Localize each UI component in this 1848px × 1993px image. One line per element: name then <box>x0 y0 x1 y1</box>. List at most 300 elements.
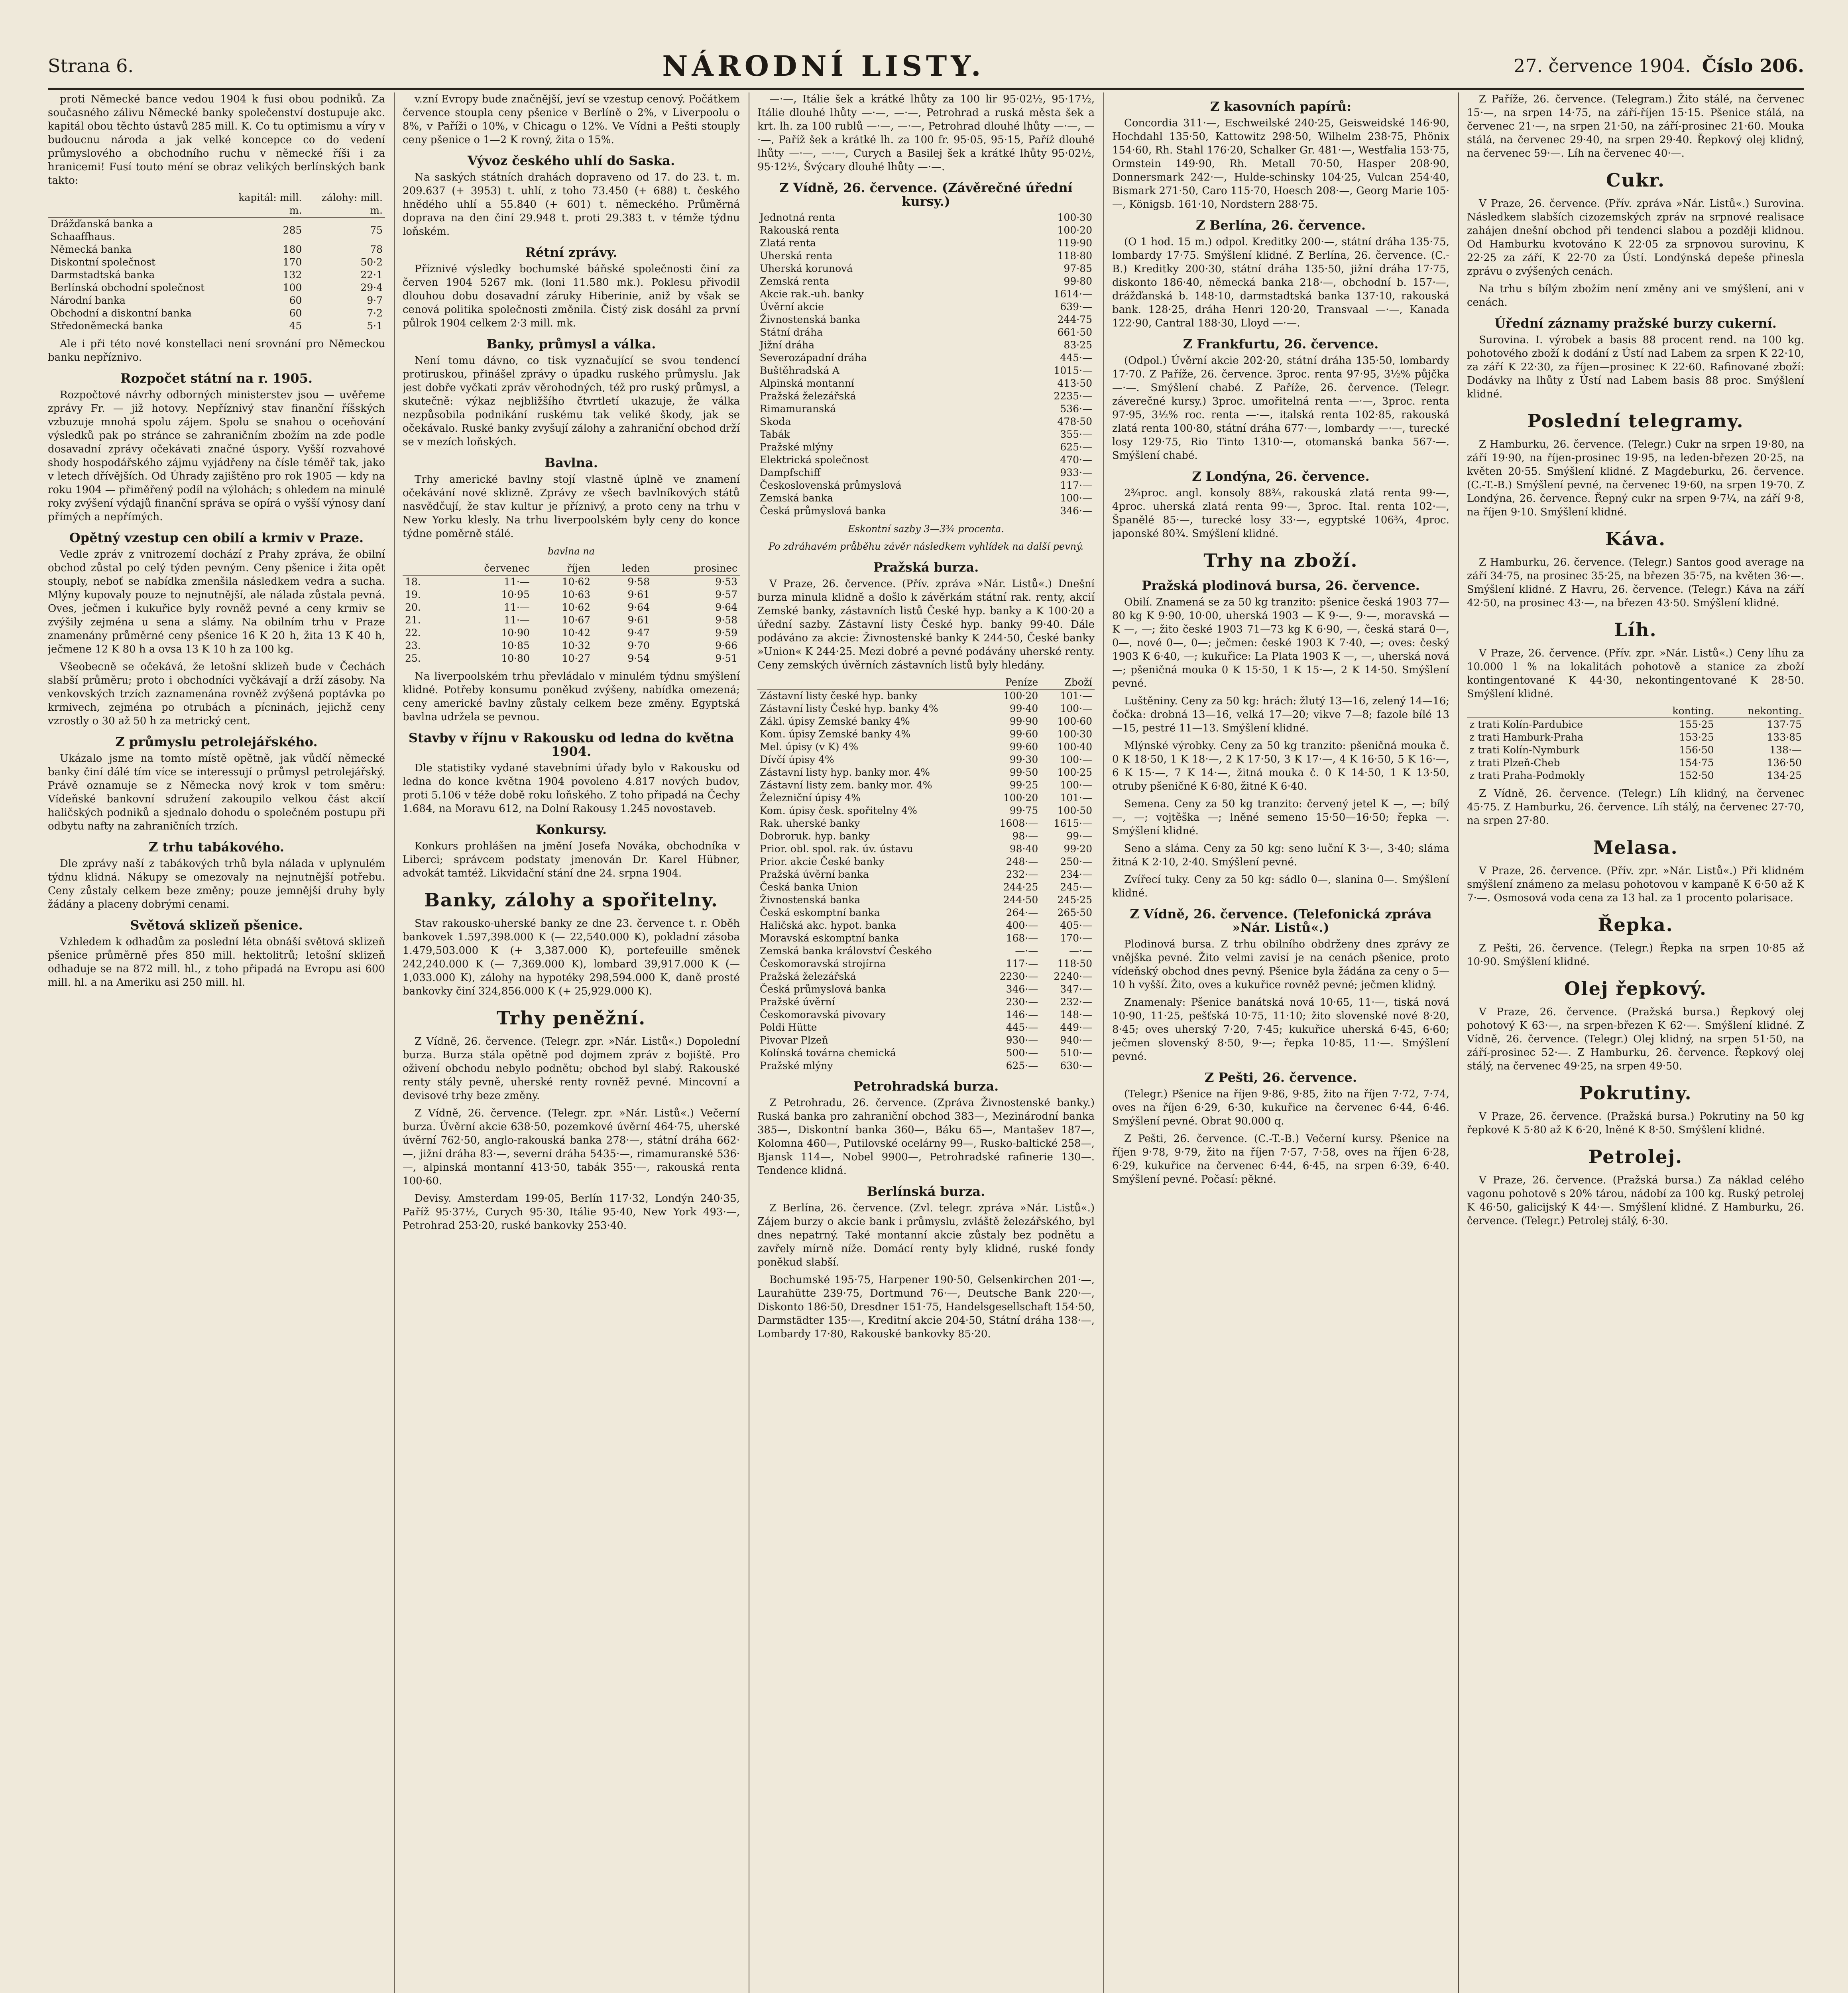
table-cell: 25. <box>405 653 421 664</box>
paragraph: Z Pešti, 26. července. (C.-T.-B.) Večerní kursy. Pšenice na říjen 9·78, 9·79, žito na říjen 7·57, 7·58, oves na říjen 6·28, 6·29, kukuřice na červenec 6·44, 6·45, na srpen 6·39, 6·40. Smýšlení pevné. Počasí: pěkné. <box>1112 1133 1449 1185</box>
table-row <box>757 428 1095 441</box>
table-row <box>757 301 1095 313</box>
paragraph: Dle zprávy naší z tabákových trhů byla nálada v uplynulém týdnu klidná. Nákupy se omezovaly na nejnutnější potřebu. Ceny zůstaly celkem beze změny; pouze jemnější druhy byly žádány a placeny dobrými cenami. <box>48 858 385 910</box>
table-cell: 1608·— <box>999 818 1038 829</box>
table-cell: 9·57 <box>715 589 737 600</box>
table-cell: 449·— <box>1060 1022 1092 1033</box>
table-cell: 625·— <box>1006 1060 1038 1071</box>
table-cell: 232·— <box>1060 996 1092 1008</box>
table-cell: 136·50 <box>1767 757 1802 769</box>
table-cell: 2235·— <box>1054 390 1092 402</box>
table-cell: 346·— <box>1006 983 1038 995</box>
table-cell: 9·51 <box>715 653 737 664</box>
table-row <box>757 715 1095 728</box>
table-header: kapitál: mill. m. <box>221 191 304 217</box>
table-cell: 99·90 <box>1009 715 1038 727</box>
table-cell: 510·— <box>1060 1047 1092 1059</box>
table-cell: 117·— <box>1006 958 1038 969</box>
table-cell: 10·80 <box>501 653 530 664</box>
table-header: leden <box>593 562 652 575</box>
table-cell: 445·— <box>1060 352 1092 364</box>
table-row <box>48 269 385 281</box>
table-cell: 97·85 <box>1064 263 1092 274</box>
table-cell: 99·— <box>1066 830 1092 842</box>
table-cell: 9·47 <box>627 627 650 639</box>
article-heading: Pražská plodinová bursa, 26. července. <box>1142 578 1420 593</box>
table-cell: 661·50 <box>1057 326 1092 338</box>
table-cell: 99·25 <box>1009 779 1038 791</box>
table-cell: Dívčí úpisy 4% <box>760 754 834 765</box>
column-4 <box>1112 92 1449 1993</box>
article-heading: Vývoz českého uhlí do Saska. <box>467 153 675 168</box>
issue-info <box>1514 55 1804 77</box>
table-row <box>757 377 1095 390</box>
section-title: Olej řepkový. <box>1564 978 1707 999</box>
section-title: Trhy na zboží. <box>1203 550 1358 571</box>
table-row <box>403 588 740 601</box>
table-row <box>757 728 1095 741</box>
table-cell: Zástavní listy zem. banky mor. 4% <box>760 779 932 791</box>
table-cell: 9·61 <box>627 614 650 626</box>
table-cell: Pražská železářská <box>760 971 856 982</box>
table-cell: 98·40 <box>1009 843 1038 855</box>
paragraph: V Praze, 26. července. (Pražská bursa.) Pokrutiny na 50 kg řepkové K 5·80 až K 6·20, lněné K 8·50. Smýšlení klidné. <box>1467 1110 1804 1136</box>
table-cell: 100·— <box>1060 779 1092 791</box>
table-row <box>757 505 1095 517</box>
table-cell: 29·4 <box>360 282 383 293</box>
table-cell: Německá banka <box>50 244 132 255</box>
table-cell: Prior. akcie České banky <box>760 856 885 867</box>
table-row <box>1467 744 1804 757</box>
table-cell: 10·95 <box>501 589 530 600</box>
table-row <box>48 307 385 320</box>
table-row <box>757 881 1095 894</box>
table-cell: z trati Kolín-Nymburk <box>1469 744 1580 756</box>
table-cell: 83·25 <box>1064 339 1092 351</box>
table-cell: 244·25 <box>1003 881 1038 893</box>
table-cell: 170·— <box>1060 932 1092 944</box>
table-cell: z trati Hamburk-Praha <box>1469 731 1584 743</box>
paragraph: Z Paříže, 26. července. (Telegram.) Žito stálé, na červenec 15·—, na srpen 14·75, na září-říjen 15·15. Pšenice stálá, na červenec 21·—, na srpen 21·50, na září-prosinec 21·60. Mouka stálá, na červenec 29·40, na srpen 29·40. Řepkový olej klidný, na červenec 59·—. Líh na červenec 40·—. <box>1467 93 1804 159</box>
table-cell: 9·64 <box>627 601 650 613</box>
paragraph: Z Vídně, 26. července. (Telegr. zpr. »Nár. Listů«.) Večerní burza. Úvěrní akcie 638·50, pozemkové úvěrní 464·75, uherské úvěrní 762·50, anglo-rakouská banka 278·—, státní dráha 662·—, jižní dráha 83·—, severní dráha 5435·—, rimamuranské 536·—, alpinská montanní 413·50, tabák 355·—, rakouská renta 100·60. <box>403 1107 740 1187</box>
issue-date: 27. července 1904. <box>1513 55 1691 77</box>
table-cell: Železniční úpisy 4% <box>760 792 861 804</box>
paragraph: v.zní Evropy bude značnější, jeví se vzestup cenový. Počátkem července stoupla ceny pšenice v Berlíně o 2%, v Liverpoolu o 8%, v Paříži o 10%, v Chicagu o 12%. Ve Vídni a Pešti stouply ceny pšenice o 1—2 K rovný, žita o 15%. <box>403 93 740 146</box>
section-title: Banky, zálohy a spořitelny. <box>424 889 718 911</box>
paragraph: Znamenaly: Pšenice banátská nová 10·65, 11·—, tiská nová 10·90, 11·25, pešťská 10·75, 11·10; žito slovenské nové 8·20, 8·45; oves uherský 7·20, 7·45; kukuřice uherská 6·45, 6·60; ječmen slovenský 8·50, 9·—; řepka 10·85, 11·—. Smýšlení pevné. <box>1112 996 1449 1063</box>
article-heading: Z Londýna, 26. července. <box>1192 469 1370 484</box>
table-cell: Zemská banka království Českého <box>760 945 932 957</box>
table-cell: 100 <box>283 282 302 293</box>
table-cell: Haličská akc. hypot. banka <box>760 920 896 931</box>
table-header-row <box>48 191 385 217</box>
table-cell: Uherská renta <box>760 250 833 261</box>
table-cell: Česká eskomptní banka <box>760 907 880 918</box>
paragraph: V Praze, 26. července. (Přív. zpr. »Nár. Listů«.) Při klidném smýšlení známeno za melasu pohotovou v kampaně K 6·50 až K 7·—. Osmosová voda cena za 13 hal. za 1 procento polarisace. <box>1467 865 1804 904</box>
table-row <box>403 575 740 588</box>
article-heading: Opětný vzestup cen obilí a krmiv v Praze. <box>69 530 364 545</box>
table-row <box>757 364 1095 377</box>
table-cell: 99·60 <box>1009 741 1038 753</box>
table-cell: 2230·— <box>999 971 1038 982</box>
table-row <box>757 753 1095 766</box>
table-row <box>757 766 1095 779</box>
table-cell: 100·20 <box>1057 224 1092 236</box>
table-cell: Akcie rak.-uh. banky <box>760 288 864 300</box>
paragraph: Z Pešti, 26. července. (Telegr.) Řepka na srpen 10·85 až 10·90. Smýšlení klidné. <box>1467 942 1804 968</box>
table-header: zálohy: mill. m. <box>304 191 385 217</box>
article-heading: Z Vídně, 26. července. (Závěrečné úřední kursy.) <box>779 180 1073 209</box>
table-cell: 99·60 <box>1009 728 1038 740</box>
table-row <box>757 906 1095 919</box>
article-heading: Z kasovních papírů: <box>1210 99 1352 114</box>
table-cell: 137·75 <box>1767 719 1802 730</box>
table-cell: Jižní dráha <box>760 339 815 351</box>
table-row <box>757 983 1095 996</box>
paragraph: Na trhu s bílým zbožím není změny ani ve smýšlení, ani v cenách. <box>1467 283 1804 309</box>
paragraph: Na liverpoolském trhu převládalo v minulém týdnu smýšlení klidné. Potřeby konsumu poněkud zvýšeny, nabídka omezená; ceny americké bavlny zůstaly celkem beze změny. Egyptská bavlna udržela se pevnou. <box>403 670 740 723</box>
paragraph: Stav rakousko-uherské banky ze dne 23. července t. r. Oběh bankovek 1.597,398.000 K (— 22,540.000 K), pokladní zásoba 1.479,503.000 K (+ 3,387.000 K), portefeuille směnek 242,240.000 K (— 7,369.000 K), lombard 39,917.000 K (— 1,033.000 K), zálohy na hypotéky 298,594.000 K, daně prosté bankovky činí 324,856.000 K (+ 25,929.000 K). <box>403 918 740 997</box>
table-row <box>757 945 1095 957</box>
table-body <box>1467 718 1804 782</box>
table-cell: Živnostenská banka <box>760 314 861 325</box>
section-title: Petrolej. <box>1588 1146 1683 1167</box>
table-cell: Pražské úvěrní <box>760 996 835 1008</box>
table-cell: 355·— <box>1060 428 1092 440</box>
issue-number: Číslo 206. <box>1702 55 1804 77</box>
table-cell: Živnostenská banka <box>760 894 861 906</box>
table-cell: 10·67 <box>562 614 591 626</box>
table-row <box>48 294 385 307</box>
table-cell: 19. <box>405 589 421 600</box>
table-row <box>757 1047 1095 1059</box>
table-cell: 10·42 <box>562 627 591 639</box>
table-cell: 133·85 <box>1767 731 1802 743</box>
note: Po zdráhavém průběhu závěr následkem vyhlídek na další pevný. <box>768 541 1084 552</box>
table-cell: 2240·— <box>1054 971 1092 982</box>
table-row <box>757 894 1095 906</box>
table-cell: 60 <box>289 295 302 306</box>
paragraph: (Telegr.) Pšenice na říjen 9·86, 9·85, žito na říjen 7·72, 7·74, oves na říjen 6·29, 6·30, kukuřice na červenec 6·44, 6·46. Smýšlení pevné. Obrat 90.000 q. <box>1112 1088 1449 1127</box>
paragraph: (Odpol.) Úvěrní akcie 202·20, státní dráha 135·50, lombardy 17·70. Z Paříže, 26. července. 3proc. renta 97·95, 3½% půjčka —·—. Smýšlení chabé. Z Paříže, 26. července. (Telegr. záverečné kursy.) 3proc. umořitelná renta —·—, 3proc. renta 97·95, 3½% roc. renta —·—, italská renta 102·85, rakouská zlatá renta 100·80, státní dráha 677·—, lombardy —·—, turecké losy 129·75, Rio Tinto 1310·—, otomanská banka 567·—. Smýšlení chabé. <box>1112 355 1449 462</box>
table-row <box>757 262 1095 275</box>
table-cell: 9·64 <box>715 601 737 613</box>
table-header: říjen <box>532 562 593 575</box>
table-row <box>757 403 1095 415</box>
table-cell: Zemská renta <box>760 275 830 287</box>
table-cell: 9·59 <box>715 627 737 639</box>
paragraph: Dle statistiky vydané stavebními úřady bylo v Rakousku od ledna do konce května 1904 povoleno 4.817 nových budov, proti 5.106 v téže době roku loňského. Z toho připadá na Čechy 1.684, na Moravu 612, na Dolní Rakousy 1.245 novostaveb. <box>403 762 740 815</box>
paragraph: Ale i při této nové konstellaci není srovnání pro Německou banku nepříznivo. <box>48 338 385 364</box>
table-cell: 23. <box>405 640 421 651</box>
table-cell: 285 <box>283 224 302 236</box>
table-cell: Zemská banka <box>760 492 833 504</box>
table-row <box>757 288 1095 301</box>
table-cell: 264·— <box>1006 907 1038 918</box>
paragraph: Z Hamburku, 26. července. (Telegr.) Santos good average na září 34·75, na prosinec 35·25, na březen 35·75, na květen 36·—. Smýšlení klidné. Z Havru, 26. července. (Telegr.) Káva na září 42·50, na prosinec 43·—, na březen 43·50. Smýšlení klidné. <box>1467 556 1804 609</box>
table-cell: Česká průmyslová banka <box>760 505 886 517</box>
note: Eskontní sazby 3—3¾ procenta. <box>848 523 1004 535</box>
article-heading: Z průmyslu petrolejářského. <box>115 734 318 749</box>
page-number: Strana 6. <box>48 55 134 77</box>
table-row <box>757 211 1095 224</box>
table-row <box>757 919 1095 932</box>
paragraph: Konkurs prohlášen na jmění Josefa Nováka, obchodníka v Liberci; správcem podstaty jmenován Dr. Karel Hübner, advokát tamtéž. Likvidační stání dne 24. srpna 1904. <box>403 840 740 879</box>
paragraph: Z Vídně, 26. července. (Telegr.) Líh klidný, na červenec 45·75. Z Hamburku, 26. července. Líh stálý, na červenec 27·70, na srpen 27·80. <box>1467 788 1804 827</box>
table-cell: 470·— <box>1060 454 1092 466</box>
table-row <box>403 627 740 639</box>
article-heading: Z Berlína, 26. července. <box>1195 218 1366 233</box>
table-cell: 153·25 <box>1679 731 1714 743</box>
column-5 <box>1467 92 1804 1993</box>
table-cell: Mel. úpisy (v K) 4% <box>760 741 859 753</box>
table-cell: Zástavní listy české hyp. banky <box>760 690 918 702</box>
table-row <box>757 817 1095 830</box>
table-row <box>48 217 385 243</box>
table-cell: 940·— <box>1060 1034 1092 1046</box>
article-heading: Rozpočet státní na r. 1905. <box>120 371 313 386</box>
table-cell: 132 <box>283 269 302 281</box>
paragraph: Z Vídně, 26. července. (Telegr. zpr. »Nár. Listů«.) Dopolední burza. Burza stála opětně pod dojmem zpráv z bojiště. Pro oživení obchodu nebylo podnětu; obchod byl slabý. Rakouské renty stály pevně, uherské renty rovněž pevné. Mincovní a devisové trhy beze změny. <box>403 1036 740 1102</box>
paragraph: (O 1 hod. 15 m.) odpol. Kreditky 200·—, státní dráha 135·75, lombardy 17·75. Smýšlení klidné. Z Berlína, 26. července. (C.-B.) Kreditky 200·30, státní dráha 135·50, jižní dráha 17·75, diskonto 186·40, německá banka 218·—, obchodní b. 157·—, drážďanská b. 148·10, darmstadtská banka 137·10, rakouská bank. 128·25, dráha Henri 120·20, Transvaal —·—, Kanada 122·90, Cantral 188·30, Lloyd —·—. <box>1112 236 1449 329</box>
column-divider <box>1458 92 1459 1993</box>
table-cell: Pivovar Plzeň <box>760 1034 828 1046</box>
table-cell: 11·— <box>504 614 530 626</box>
table-header: prosinec <box>652 562 740 575</box>
table-cell: Kom. úpisy Zemské banky 4% <box>760 728 911 740</box>
paragraph: Na saských státních drahách dopraveno od 17. do 23. t. m. 209.637 (+ 3953) t. uhlí, z toho 73.450 (+ 688) t. českého hnědého uhlí a 55.840 (+ 601) t. německého. Průměrná doprava na den činí 29.948 t. proti 29.383 t. v témže týdnu loňském. <box>403 171 740 238</box>
table-cell: Severozápadní dráha <box>760 352 867 364</box>
section-title: Pokrutiny. <box>1579 1082 1692 1104</box>
table-cell: Československá průmyslová <box>760 480 902 491</box>
table-cell: Českomoravská pivovary <box>760 1009 886 1020</box>
table-cell: 500·— <box>1006 1047 1038 1059</box>
column-divider <box>1103 92 1104 1993</box>
table-cell: 100·— <box>1060 492 1092 504</box>
table-cell: 11·— <box>504 576 530 588</box>
table-row <box>757 996 1095 1008</box>
prague-exchange-table <box>757 676 1095 1072</box>
paragraph: Není tomu dávno, co tisk vyznačující se svou tendencí protiruskou, přinášel zprávy o úpadku ruského průmyslu. Jak jest dobře vyčkati zpráv věrohodných, též pro ruský průmysl, a skutečně: výkaz nejbližšího čtvrtletí ukazuje, že válka nezpůsobila podnikání ruskému tak veliké škody, jak se očekávalo. Ruské banky zvyšují zálohy a zahraniční obchod drží se v mezích loňských. <box>403 355 740 448</box>
table-cell: 245·25 <box>1057 894 1092 906</box>
table-cell: Tabák <box>760 428 790 440</box>
table-cell: 630·— <box>1060 1060 1092 1071</box>
table-row <box>757 479 1095 492</box>
table-cell: Pražské mlýny <box>760 441 833 453</box>
paragraph: Vzhledem k odhadům za poslední léta obnáší světová sklizeň pšenice průměrně přes 850 mill. hektolitrů; letošní sklizeň odhaduje se na 872 mill. hl., z toho připadá na Evropu asi 600 mill. hl. a na Ameriku asi 250 mill. hl. <box>48 936 385 989</box>
section-title: Líh. <box>1614 619 1657 641</box>
vienna-rates-table <box>757 211 1095 517</box>
table-header: konting. <box>1647 705 1716 718</box>
table-cell: 9·66 <box>715 640 737 651</box>
table-cell: 99·40 <box>1009 703 1038 714</box>
table-header-row <box>757 676 1095 689</box>
table-row <box>757 326 1095 339</box>
table-cell: 405·— <box>1060 920 1092 931</box>
table-cell: 933·— <box>1060 467 1092 478</box>
table-cell: Skoda <box>760 416 791 427</box>
table-cell: Zákl. úpisy Zemské banky 4% <box>760 715 910 727</box>
table-cell: 18. <box>405 576 421 588</box>
table-cell: Česká průmyslová banka <box>760 983 886 995</box>
table-row <box>757 339 1095 352</box>
table-cell: Drážďanská banka a Schaaffhaus. <box>50 218 153 242</box>
table-cell: 10·85 <box>501 640 530 651</box>
table-cell: Státní dráha <box>760 326 823 338</box>
column-2 <box>403 92 740 1993</box>
paragraph: Semena. Ceny za 50 kg tranzito: červený jetel K —, —; bílý —, —; vojtěška —; lněné semeno 15·50—16·50; řepka —. Smýšlení klidné. <box>1112 798 1449 837</box>
table-cell: Českomoravská strojírna <box>760 958 886 969</box>
table-row <box>1467 731 1804 744</box>
table-header <box>403 562 440 575</box>
table-cell: 148·— <box>1060 1009 1092 1020</box>
table-cell: 9·61 <box>627 589 650 600</box>
table-cell: Darmstadtská banka <box>50 269 155 281</box>
article-heading: Rétní zprávy. <box>525 245 617 260</box>
table-cell: 10·62 <box>562 601 591 613</box>
table-cell: Diskontní společnost <box>50 256 155 268</box>
table-row <box>757 1034 1095 1047</box>
article-heading: Berlínská burza. <box>867 1184 985 1199</box>
table-cell: 234·— <box>1060 869 1092 880</box>
table-cell: 118·50 <box>1057 958 1092 969</box>
table-row <box>757 741 1095 753</box>
paragraph: Zvířecí tuky. Ceny za 50 kg: sádlo 0—, slanina 0—. Smýšlení klidné. <box>1112 874 1449 899</box>
table-row <box>757 689 1095 702</box>
table-cell: Rimamuranská <box>760 403 836 415</box>
table-cell: 100·— <box>1060 754 1092 765</box>
table-header: nekonting. <box>1716 705 1804 718</box>
table-cell: 134·25 <box>1767 770 1802 781</box>
table-cell: 445·— <box>1006 1022 1038 1033</box>
paragraph: V Praze, 26. července. (Přív. zpráva »Nár. Listů«.) Dnešní burza minula klidně a došlo k závěrkám státní rak. renty, akcií Zemské banky, zástavních listů České hyp. banky a K 100·20 a úřední sazby. Zástavní listy České hyp. banky 99·40. Dále podáváno za akcie: Živnostenské banky K 244·50, České banky »Union« K 244·25. Mezi dobré a pevné podávány uherské renty. Ceny zemských úvěrních zástavních listů byly hledány. <box>757 578 1095 671</box>
table-cell: 10·27 <box>562 653 591 664</box>
table-row <box>757 830 1095 843</box>
table-row <box>757 492 1095 505</box>
paragraph: Mlýnské výrobky. Ceny za 50 kg tranzito: pšeničná mouka č. 0 K 18·50, 1 K 18·—, 2 K 17·50, 3 K 17·—, 4 K 16·50, 5 K 16·—, 6 K 15·—, 7 K 14·—, žitná mouka č. 0 K 14·50, 1 K 13·50, otruby pšeničné K 6·80, žitné K 6·40. <box>1112 740 1449 792</box>
table-cell: Alpinská montanní <box>760 377 854 389</box>
table-cell: 60 <box>289 307 302 319</box>
table-cell: 21. <box>405 614 421 626</box>
table-cell: Berlínská obchodní společnost <box>50 282 204 293</box>
table-row <box>757 702 1095 715</box>
table-row <box>757 250 1095 262</box>
table-cell: 138·— <box>1769 744 1802 756</box>
table-cell: 98·— <box>1012 830 1038 842</box>
table-cell: 119·90 <box>1057 237 1092 249</box>
table-header: Zboží <box>1040 676 1095 689</box>
table-cell: 1614·— <box>1054 288 1092 300</box>
paragraph: Z Petrohradu, 26. července. (Zpráva Živnostenské banky.) Ruská banka pro zahraniční obchod 383—, Mezinárodní banka 385—, Diskontní banka 360—, Báku 65—, Mantašev 187—, Kolomna 460—, Putilovské ocelárny 99—, Rusko-baltické 258—, Bjansk 114—, Nobel 9900—, Petrohradské rafinerie 130—. Tendence klidná. <box>757 1097 1095 1177</box>
table-cell: Zlatá renta <box>760 237 816 249</box>
table-caption: bavlna na <box>547 546 595 557</box>
table-cell: 22. <box>405 627 421 639</box>
table-cell: 99·80 <box>1064 275 1092 287</box>
article-heading: Z Pešti, 26. července. <box>1204 1070 1357 1085</box>
article-heading: Z trhu tabákového. <box>148 839 285 855</box>
table-cell: 245·— <box>1060 881 1092 893</box>
table-row <box>757 275 1095 288</box>
table-cell: 146·— <box>1006 1009 1038 1020</box>
table-row <box>403 614 740 627</box>
paragraph: Z Berlína, 26. července. (Zvl. telegr. zpráva »Nár. Listů«.) Zájem burzy o akcie bank i průmyslu, zvláště železářského, byl dnes nepatrný. Také montanní akcie zůstaly bez podnětu a zavřely mírně níže. Domácí renty byly klidné, ruské fondy poněkud slabší. <box>757 1202 1095 1268</box>
paragraph: Obilí. Znamená se za 50 kg tranzito: pšenice česká 1903 77—80 kg K 9·90, 10·00, uherská 1903 — K 9·—, 9·—, moravská — K —, —; žito české 1903 71—73 kg K 6·90, —, česká stará 0—, 0—, nové 0—, 0—; ječmen: české 1903 K 7·40, —; oves: český 1903 K 6·40, —; kukuřice: La Plata 1903 K —, —, uherská nová —; pšeničná mouka 0 K 15·50, 1 K 15·—, 2 K 14·50. Smýšlení pevné. <box>1112 596 1449 690</box>
table-cell: Uherská korunová <box>760 263 853 274</box>
table-cell: Pražská úvěrní banka <box>760 869 869 880</box>
table-row <box>1467 769 1804 782</box>
paragraph: Vedle zpráv z vnitrozemí dochází z Prahy zpráva, že obilní obchod zůstal po celý týden pevným. Ceny pšenice i žita opět stouply, neboť se nabídka zmenšila následkem vedra a sucha. Mlýny kupovaly pouze to nejnutnější, ale nálada zůstala pevná. Oves, ječmen i kukuřice byly rovněž pevné a ceny krmiv se zvýšily zejména u sena a slámy. Na obilním trhu v Praze znamenány průměrné ceny pšenice 16 K 20 h, žita 13 K 40 h, ječmene 12 K 80 h a ovsa 13 K 10 h za 100 kg. <box>48 548 385 655</box>
table-cell: Pražská železářská <box>760 390 856 402</box>
table-cell: Kolínská továrna chemická <box>760 1047 896 1059</box>
table-header-row <box>403 562 740 575</box>
table-row <box>1467 757 1804 769</box>
table-cell: —·— <box>1015 945 1038 957</box>
article-intro: proti Německé bance vedou 1904 k fusi obou podniků. Za současného zálivu Německé banky společenství dostupuje akc. kapitál obou těchto ústavů 285 mill. K. Co tu optimismu a víry v budoucnu národa a jak velké koncepce co do vedení průmyslového a obchodního ruchu v německé říši i za hranicemi! Fusí touto méní se obraz velikých berlínských bank takto: <box>48 93 385 187</box>
table-cell: 100·20 <box>1003 690 1038 702</box>
table-cell: 99·30 <box>1009 754 1038 765</box>
table-cell: 100·20 <box>1003 792 1038 804</box>
table-cell: 625·— <box>1060 441 1092 453</box>
article-heading: Úřední záznamy pražské burzy cukerní. <box>1494 316 1777 331</box>
table-cell: 101·— <box>1060 792 1092 804</box>
table-cell: Rakouská renta <box>760 224 839 236</box>
paragraph: Devisy. Amsterdam 199·05, Berlín 117·32, Londýn 240·35, Paříž 95·37½, Curych 95·30, Itálie 95·40, New York 493·—, Petrohrad 253·20, ruské bankovky 253·40. <box>403 1193 740 1232</box>
table-cell: 155·25 <box>1679 719 1714 730</box>
table-cell: Národní banka <box>50 295 126 306</box>
section-title: Káva. <box>1605 528 1666 550</box>
table-cell: Prior. obl. spol. rak. úv. ústavu <box>760 843 913 855</box>
table-row <box>757 932 1095 945</box>
table-header <box>757 676 987 689</box>
paragraph: Trhy americké bavlny stojí vlastně úplně ve znamení očekávání nové sklizně. Zprávy ze všech bavlníkových států nasvědčují, že stav kultur je příznivý, a proto ceny na trhu v New Yorku klesly. Na trhu liverpoolském byly ceny do konce týdne poměrně stálé. <box>403 474 740 540</box>
table-cell: Rak. uherské banky <box>760 818 860 829</box>
table-cell: Dobroruk. hyp. banky <box>760 830 870 842</box>
table-row <box>757 792 1095 804</box>
table-cell: 22·1 <box>360 269 383 281</box>
table-cell: 536·— <box>1060 403 1092 415</box>
table-cell: 152·50 <box>1679 770 1714 781</box>
table-cell: 45 <box>289 320 302 332</box>
table-row <box>757 970 1095 983</box>
table-cell: 180 <box>283 244 302 255</box>
table-cell: 99·75 <box>1009 805 1038 816</box>
table-cell: z trati Plzeň-Cheb <box>1469 757 1560 769</box>
columns <box>48 92 1804 1993</box>
table-cell: 10·90 <box>501 627 530 639</box>
table-header <box>1467 705 1647 718</box>
table-row <box>757 855 1095 868</box>
table-body <box>757 211 1095 517</box>
paragraph: V Praze, 26. července. (Přív. zpráva »Nár. Listů«.) Surovina. Následkem slabších cizozemských zpráv na srpnové realisace zahájen dnešní obchod při tendenci slabou a později klidnou. Od Hamburku kvotováno K 22·05 za srpnovou surovinu, K 22·25 za září, K 22·70 za Ústí. Londýnská depeše přinesla zprávu o zvýšených cenách. <box>1467 198 1804 277</box>
table-cell: 117·— <box>1060 480 1092 491</box>
paragraph: Všeobecně se očekává, že letošní sklizeň bude v Čechách slabší průměru; proto i obchodníci vyčkávají a drží zásoby. Na venkovských trzích zaznamenána rovněž zvýšená poptávka po krmivech, zejména po otrubách a pícninách, jejichž ceny vzrostly o 30 až 50 h za metrický cent. <box>48 661 385 727</box>
table-cell: 100·50 <box>1057 805 1092 816</box>
section-title: Melasa. <box>1593 837 1678 858</box>
paragraph: Surovina. I. výrobek a basis 88 procent rend. na 100 kg. pohotového zboží k dodání z Ústí nad Labem za srpen K 22·10, za září K 22·30, za říjen—prosinec K 22·60. Rafinované zboží: Dodávky na lhůty z Ústí nad Labem basis 88 proc. Smýšlení klidné. <box>1467 334 1804 400</box>
table-cell: 478·50 <box>1057 416 1092 427</box>
table-row <box>757 224 1095 237</box>
table-cell: 118·80 <box>1057 250 1092 261</box>
table-cell: 400·— <box>1006 920 1038 931</box>
table-cell: 230·— <box>1006 996 1038 1008</box>
table-cell: 168·— <box>1006 932 1038 944</box>
table-cell: 9·58 <box>715 614 737 626</box>
table-cell: Moravská eskomptní banka <box>760 932 899 944</box>
table-cell: 156·50 <box>1679 744 1714 756</box>
table-cell: Poldi Hütte <box>760 1022 817 1033</box>
paragraph: Seno a sláma. Ceny za 50 kg: seno luční K 3·—, 3·40; sláma žitná K 2·10, 2·40. Smýšlení pevné. <box>1112 843 1449 868</box>
